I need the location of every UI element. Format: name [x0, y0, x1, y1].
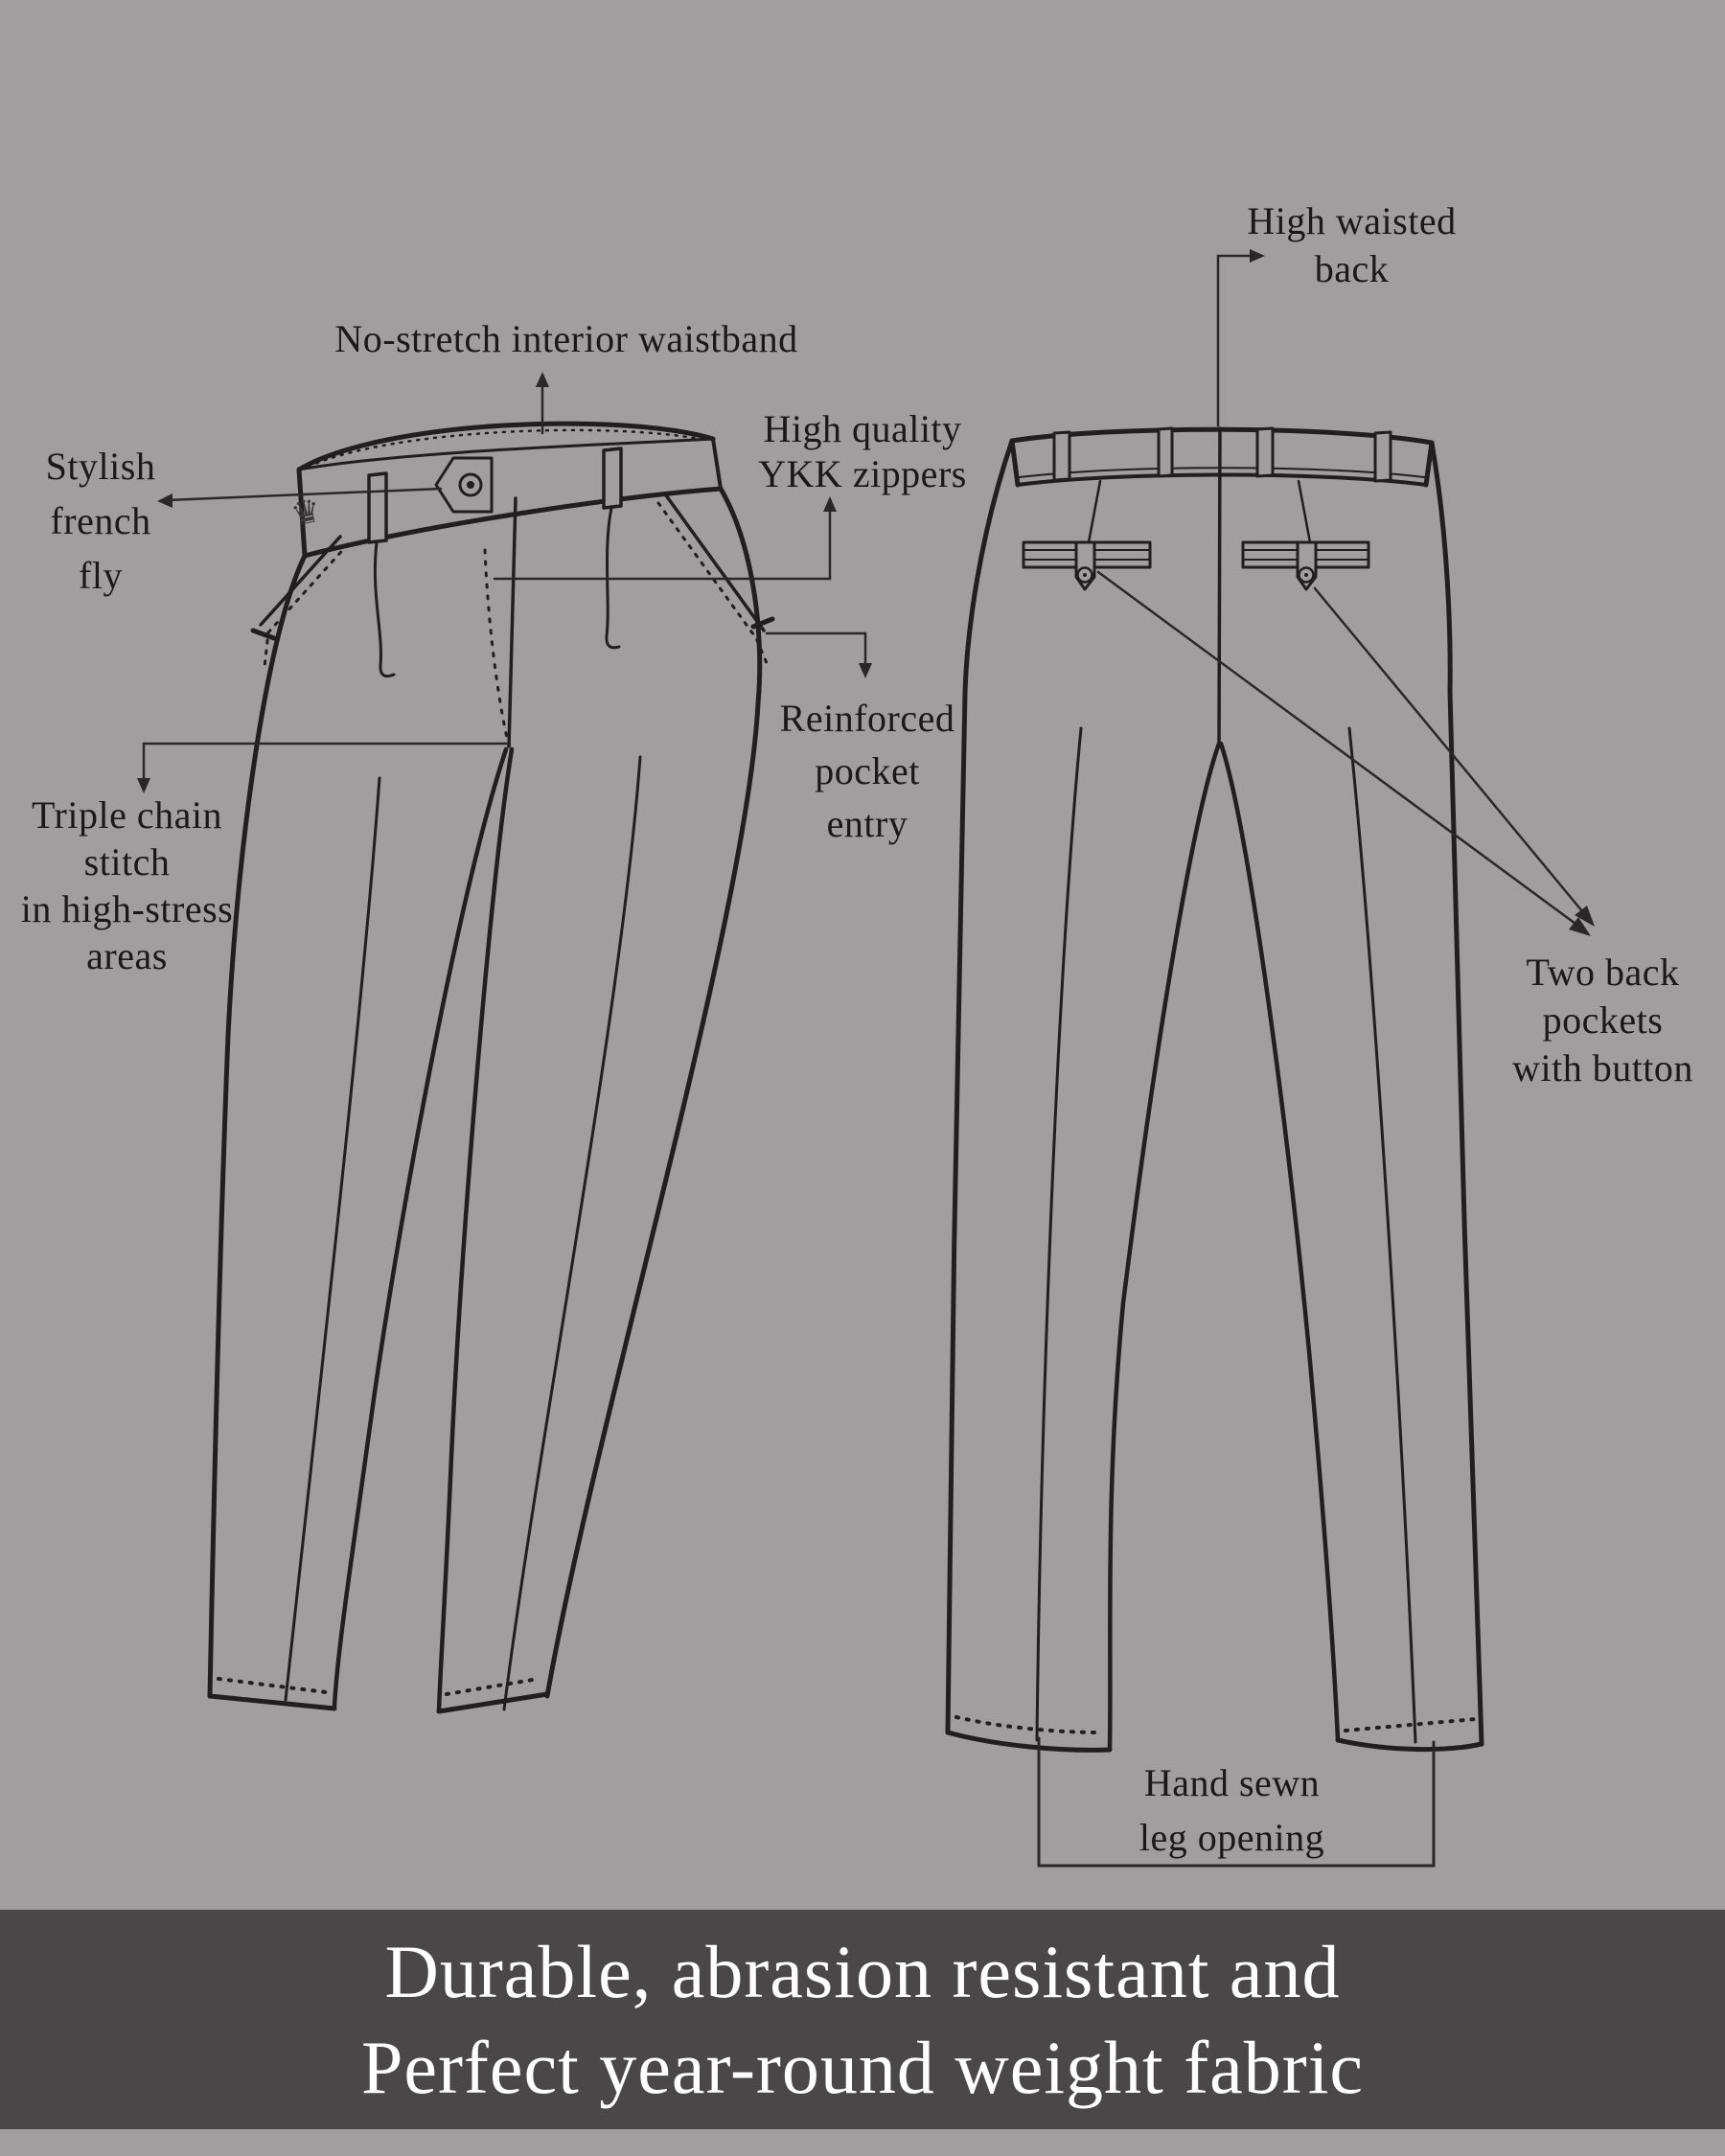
callout-line: Hand sewn [1143, 1761, 1321, 1804]
front-inseam-left [334, 749, 506, 1707]
callout-line: pockets [1542, 998, 1664, 1042]
back-inseam-left [1110, 744, 1219, 1748]
back-hem-left-stitch-dotted [956, 1717, 1100, 1732]
front-center-seam [509, 498, 516, 746]
arrow-pocket-entry [767, 633, 872, 678]
callout-line: areas [86, 934, 168, 977]
fly-button-center [467, 481, 474, 489]
back-belt-loop-1 [1054, 432, 1070, 480]
callout-line: High waisted [1247, 199, 1457, 242]
front-belt-loop-left [369, 473, 386, 542]
back-belt-loop-4 [1375, 432, 1391, 481]
front-crease-left [286, 778, 380, 1700]
callout-back-pockets [1490, 949, 1715, 1092]
back-belt-loop-3 [1257, 428, 1273, 476]
back-crease-left [1037, 728, 1081, 1740]
callout-no-stretch-waistband [317, 314, 816, 364]
back-waistband-top [1012, 429, 1432, 443]
banner-line-2: Perfect year-round weight fabric [360, 2025, 1365, 2109]
callout-line: in high-stress [20, 887, 234, 930]
front-pleat-thread-left [375, 542, 394, 677]
callout-line: High quality [763, 407, 962, 450]
callout-french-fly [14, 439, 187, 603]
back-dart-left [1089, 481, 1100, 542]
back-dart-right [1299, 481, 1310, 542]
back-belt-loop-2 [1159, 428, 1172, 476]
callout-line: back [1314, 247, 1390, 290]
back-waistband-bottom [1018, 475, 1426, 486]
front-view-drawing [210, 424, 772, 1711]
back-inseam-right [1221, 744, 1338, 1740]
callout-line: Two back [1526, 951, 1680, 994]
callout-line: leg opening [1138, 1816, 1325, 1859]
front-waistband-opening [299, 424, 713, 470]
back-outseam-left [948, 441, 1012, 1732]
arrow-triple-chain [137, 744, 510, 793]
front-hem-right [439, 1694, 547, 1711]
front-hem-left-stitch-dotted [218, 1679, 326, 1692]
back-waistband-left-edge [1012, 441, 1018, 485]
callout-triple-chain-stitch [5, 791, 249, 979]
front-belt-loop-right [604, 448, 621, 508]
callout-high-waisted-back [1234, 197, 1469, 293]
back-outseam-right [1432, 443, 1482, 1744]
front-waistband-right-edge [713, 439, 721, 489]
front-outseam-right [547, 489, 760, 1696]
front-outseam-left [210, 556, 305, 1696]
callout-line: entry [826, 802, 908, 845]
back-hem-right [1338, 1740, 1482, 1750]
callout-line: Reinforced [779, 697, 955, 740]
front-hem-left [210, 1696, 334, 1709]
callout-line: Triple chain [32, 793, 222, 837]
back-hem-right-stitch-dotted [1346, 1719, 1476, 1731]
back-view-drawing [948, 428, 1482, 1750]
callout-line: with button [1512, 1046, 1693, 1089]
crown-icon: ♛ [288, 493, 325, 534]
arrow-back-pocket-1 [1098, 572, 1591, 936]
back-pocket-right-button-center [1304, 573, 1308, 577]
fabric-banner [0, 1910, 1725, 2129]
front-pocket-left-edge [261, 537, 340, 625]
callout-ykk-zippers [743, 406, 982, 496]
back-pocket-left-button-center [1083, 573, 1087, 577]
callout-line: fly [79, 554, 123, 597]
callout-line: YKK zippers [758, 452, 967, 495]
back-center-seam [1219, 428, 1220, 744]
banner-line-1: Durable, abrasion resistant and [384, 1929, 1341, 2013]
callout-leg-opening [1081, 1755, 1383, 1865]
callout-line: pocket [815, 749, 920, 792]
french-fly-shield [436, 458, 492, 512]
front-hem-right-stitch-dotted [447, 1679, 539, 1694]
callout-line: Stylish [45, 445, 156, 488]
callout-line: No-stretch interior waistband [334, 317, 798, 360]
back-hem-left [948, 1732, 1110, 1750]
front-inseam-right [439, 749, 512, 1710]
back-crease-right [1349, 728, 1415, 1742]
callout-line: french [50, 499, 151, 542]
callout-line: stitch [83, 840, 171, 883]
callout-pocket-entry [762, 692, 973, 850]
